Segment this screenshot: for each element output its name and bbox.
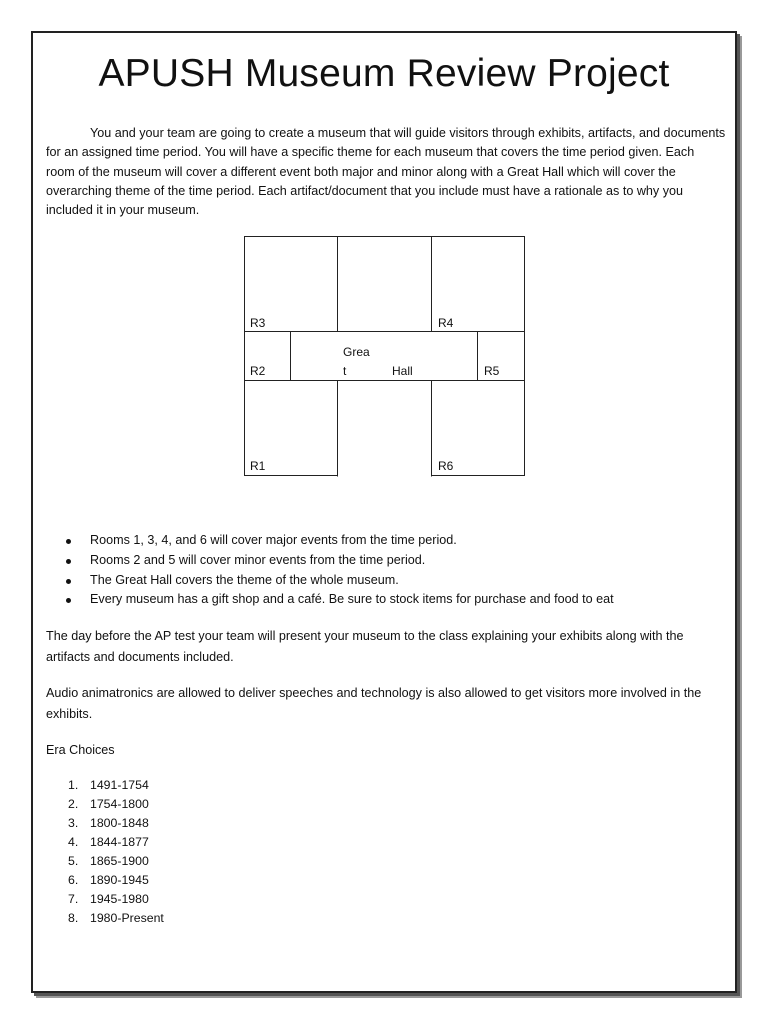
- list-item: [62, 833, 164, 852]
- list-item: The Great Hall covers the theme of the whole museum.: [62, 571, 614, 591]
- list-item: [62, 890, 164, 909]
- era-number: 7.: [68, 892, 79, 906]
- era-number: 2.: [68, 797, 79, 811]
- list-item: [62, 852, 164, 871]
- great-hall-label-part3: Hall: [392, 364, 413, 378]
- era-number: 1.: [68, 778, 79, 792]
- era-number: 4.: [68, 835, 79, 849]
- era-range: 1980-Present: [90, 911, 164, 925]
- audio-paragraph: Audio animatronics are allowed to deliver speeches and technology is also allowed to get visitors more involved in the exhibits.: [46, 686, 702, 721]
- era-number: 6.: [68, 873, 79, 887]
- era-range: 1491-1754: [90, 778, 149, 792]
- list-item: Rooms 2 and 5 will cover minor events from the time period.: [62, 551, 614, 571]
- museum-floor-plan: [244, 236, 525, 477]
- intro-paragraph: You and your team are going to create a museum that will guide visitors through exhibits, artifacts, and documents for an assigned time period. You will have a specific theme for each museum that covers the time period given. Each room of the museum will cover a different event both major and minor along with a Great Hall which will cover the overarching theme of the time period. Each artifact/document that you include must have a rationale as to why you included it in your museum.: [46, 126, 726, 218]
- list-item: [62, 776, 164, 795]
- era-range: 1865-1900: [90, 854, 149, 868]
- era-range: 1754-1800: [90, 797, 149, 811]
- room-label-r6: R6: [438, 459, 454, 473]
- list-item: [62, 871, 164, 890]
- room-label-r3: R3: [250, 316, 266, 330]
- list-item: [62, 909, 164, 928]
- great-hall-outline: [291, 237, 478, 477]
- page-title: APUSH Museum Review Project: [98, 52, 670, 95]
- list-item: [62, 814, 164, 833]
- great-hall-label-part1: Grea: [343, 345, 370, 359]
- room-label-r2: R2: [250, 364, 266, 378]
- era-number: 8.: [68, 911, 79, 925]
- presentation-paragraph: The day before the AP test your team will present your museum to the class explaining your exhibits along with the artifacts and documents included.: [46, 629, 684, 664]
- list-item: Every museum has a gift shop and a café. Be sure to stock items for purchase and food to eat: [62, 590, 614, 610]
- great-hall-label-part2: t: [343, 364, 347, 378]
- era-range: 1945-1980: [90, 892, 149, 906]
- era-range: 1800-1848: [90, 816, 149, 830]
- room-label-r4: R4: [438, 316, 454, 330]
- list-item: [62, 795, 164, 814]
- era-choices-list: [62, 776, 164, 928]
- room-rules-list: [62, 531, 614, 610]
- era-range: 1890-1945: [90, 873, 149, 887]
- era-range: 1844-1877: [90, 835, 149, 849]
- era-number: 3.: [68, 816, 79, 830]
- era-choices-heading: Era Choices: [46, 743, 115, 757]
- list-item: Rooms 1, 3, 4, and 6 will cover major events from the time period.: [62, 531, 614, 551]
- room-label-r1: R1: [250, 459, 266, 473]
- room-label-r5: R5: [484, 364, 500, 378]
- era-number: 5.: [68, 854, 79, 868]
